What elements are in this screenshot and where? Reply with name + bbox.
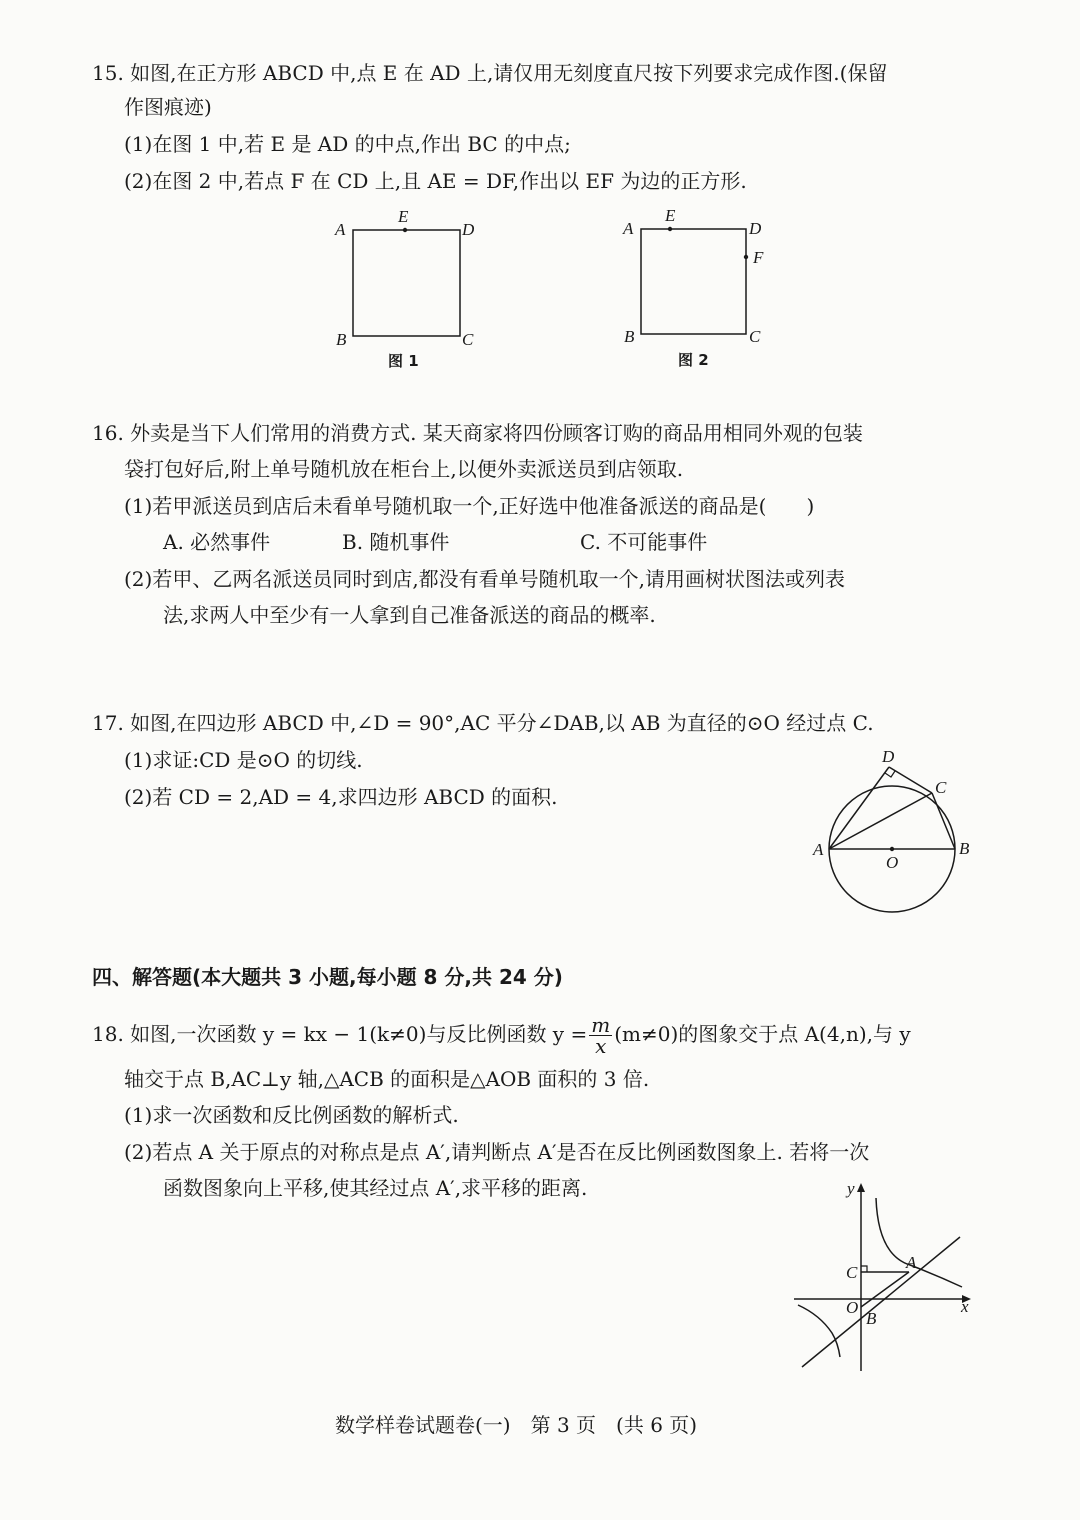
label-b: B bbox=[624, 327, 635, 346]
hyperbola-branch-1 bbox=[876, 1198, 962, 1287]
segment-cb bbox=[932, 793, 955, 849]
label-f: F bbox=[753, 248, 764, 267]
right-angle-mark bbox=[861, 1266, 867, 1272]
label-c: C bbox=[749, 327, 761, 346]
square-abcd bbox=[353, 230, 460, 336]
square-abcd bbox=[641, 229, 746, 334]
label-c: C bbox=[935, 778, 947, 797]
q15-line2: 作图痕迹) bbox=[124, 95, 212, 119]
q15-line1: 15. 如图,在正方形 ABCD 中,点 E 在 AD 上,请仅用无刻度直尺按下列要求完成作图.(保留 bbox=[92, 61, 888, 85]
q17-part2: (2)若 CD = 2,AD = 4,求四边形 ABCD 的面积. bbox=[124, 785, 558, 809]
caption-fig1: 图 1 bbox=[388, 352, 419, 370]
point-f bbox=[744, 255, 748, 259]
q15-part2: (2)在图 2 中,若点 F 在 CD 上,且 AE = DF,作出以 EF 为边的正方形. bbox=[124, 169, 747, 193]
segment-ad bbox=[829, 767, 889, 849]
q16-part1: (1)若甲派送员到店后未看单号随机取一个,正好选中他准备派送的商品是( ) bbox=[124, 494, 815, 518]
label-d: D bbox=[882, 747, 895, 766]
q18-line1-text-a: 18. 如图,一次函数 y = kx − 1(k≠0)与反比例函数 y = bbox=[92, 1022, 588, 1046]
center-o bbox=[890, 847, 894, 851]
q16-option-a: A. 必然事件 bbox=[163, 530, 271, 554]
q16-line2: 袋打包好后,附上单号随机放在柜台上,以便外卖派送员到店领取. bbox=[124, 457, 684, 481]
segment-ac bbox=[829, 793, 932, 849]
q18-line1-text-b: (m≠0)的图象交于点 A(4,n),与 y bbox=[614, 1022, 911, 1046]
q16-part2-line1: (2)若甲、乙两名派送员同时到店,都没有看单号随机取一个,请用画树状图法或列表 bbox=[124, 567, 846, 591]
q18-part2-line2: 函数图象向上平移,使其经过点 A′,求平移的距离. bbox=[163, 1176, 588, 1200]
fraction-numerator: m bbox=[591, 1013, 611, 1037]
q18-line1 bbox=[92, 1012, 911, 1056]
right-angle-mark bbox=[885, 771, 895, 777]
label-a: A bbox=[906, 1253, 917, 1272]
q15-part1: (1)在图 1 中,若 E 是 AD 的中点,作出 BC 的中点; bbox=[124, 132, 571, 156]
segment-ab bbox=[861, 1272, 909, 1307]
q16-part2-line2: 法,求两人中至少有一人拿到自己准备派送的商品的概率. bbox=[163, 603, 656, 627]
fraction-m-over-x bbox=[589, 1015, 612, 1056]
q16-line1: 16. 外卖是当下人们常用的消费方式. 某天商家将四份顾客订购的商品用相同外观的包装 bbox=[92, 421, 863, 445]
label-d: D bbox=[462, 220, 475, 239]
section-4-heading: 四、解答题(本大题共 3 小题,每小题 8 分,共 24 分) bbox=[92, 965, 563, 989]
q15-figure-1 bbox=[325, 200, 495, 375]
q18-part1: (1)求一次函数和反比例函数的解析式. bbox=[124, 1103, 459, 1127]
label-o: O bbox=[846, 1298, 859, 1317]
label-a: A bbox=[335, 220, 346, 239]
point-e bbox=[403, 228, 407, 232]
label-b: B bbox=[866, 1309, 877, 1328]
linear-function bbox=[802, 1237, 960, 1367]
q15-figure-2 bbox=[615, 200, 785, 375]
caption-fig2: 图 2 bbox=[678, 351, 709, 369]
q18-line2: 轴交于点 B,AC⊥y 轴,△ACB 的面积是△AOB 面积的 3 倍. bbox=[124, 1067, 650, 1091]
label-e: E bbox=[398, 207, 409, 226]
label-x: x bbox=[961, 1297, 969, 1316]
page-footer: 数学样卷试题卷(一) 第 3 页 (共 6 页) bbox=[335, 1413, 698, 1437]
label-d: D bbox=[749, 219, 762, 238]
label-b: B bbox=[336, 330, 347, 349]
label-e: E bbox=[665, 206, 676, 225]
label-b: B bbox=[959, 839, 970, 858]
label-a: A bbox=[813, 840, 824, 859]
point-e bbox=[668, 227, 672, 231]
q17-line1: 17. 如图,在四边形 ABCD 中,∠D = 90°,AC 平分∠DAB,以 AB 为直径的⊙O 经过点 C. bbox=[92, 711, 874, 735]
y-axis-arrow bbox=[857, 1183, 865, 1192]
label-c: C bbox=[846, 1263, 858, 1282]
label-o: O bbox=[886, 853, 899, 872]
q17-figure bbox=[805, 745, 985, 935]
fraction-denominator: x bbox=[595, 1034, 607, 1058]
q18-figure bbox=[790, 1175, 980, 1375]
q17-part1: (1)求证:CD 是⊙O 的切线. bbox=[124, 748, 363, 772]
q16-option-c: C. 不可能事件 bbox=[580, 530, 708, 554]
hyperbola-branch-2 bbox=[798, 1305, 840, 1357]
label-y: y bbox=[847, 1179, 855, 1198]
q16-option-b: B. 随机事件 bbox=[342, 530, 450, 554]
label-a: A bbox=[623, 219, 634, 238]
q18-part2-line1: (2)若点 A 关于原点的对称点是点 A′,请判断点 A′是否在反比例函数图象上. 若将一次 bbox=[124, 1140, 870, 1164]
label-c: C bbox=[462, 330, 474, 349]
